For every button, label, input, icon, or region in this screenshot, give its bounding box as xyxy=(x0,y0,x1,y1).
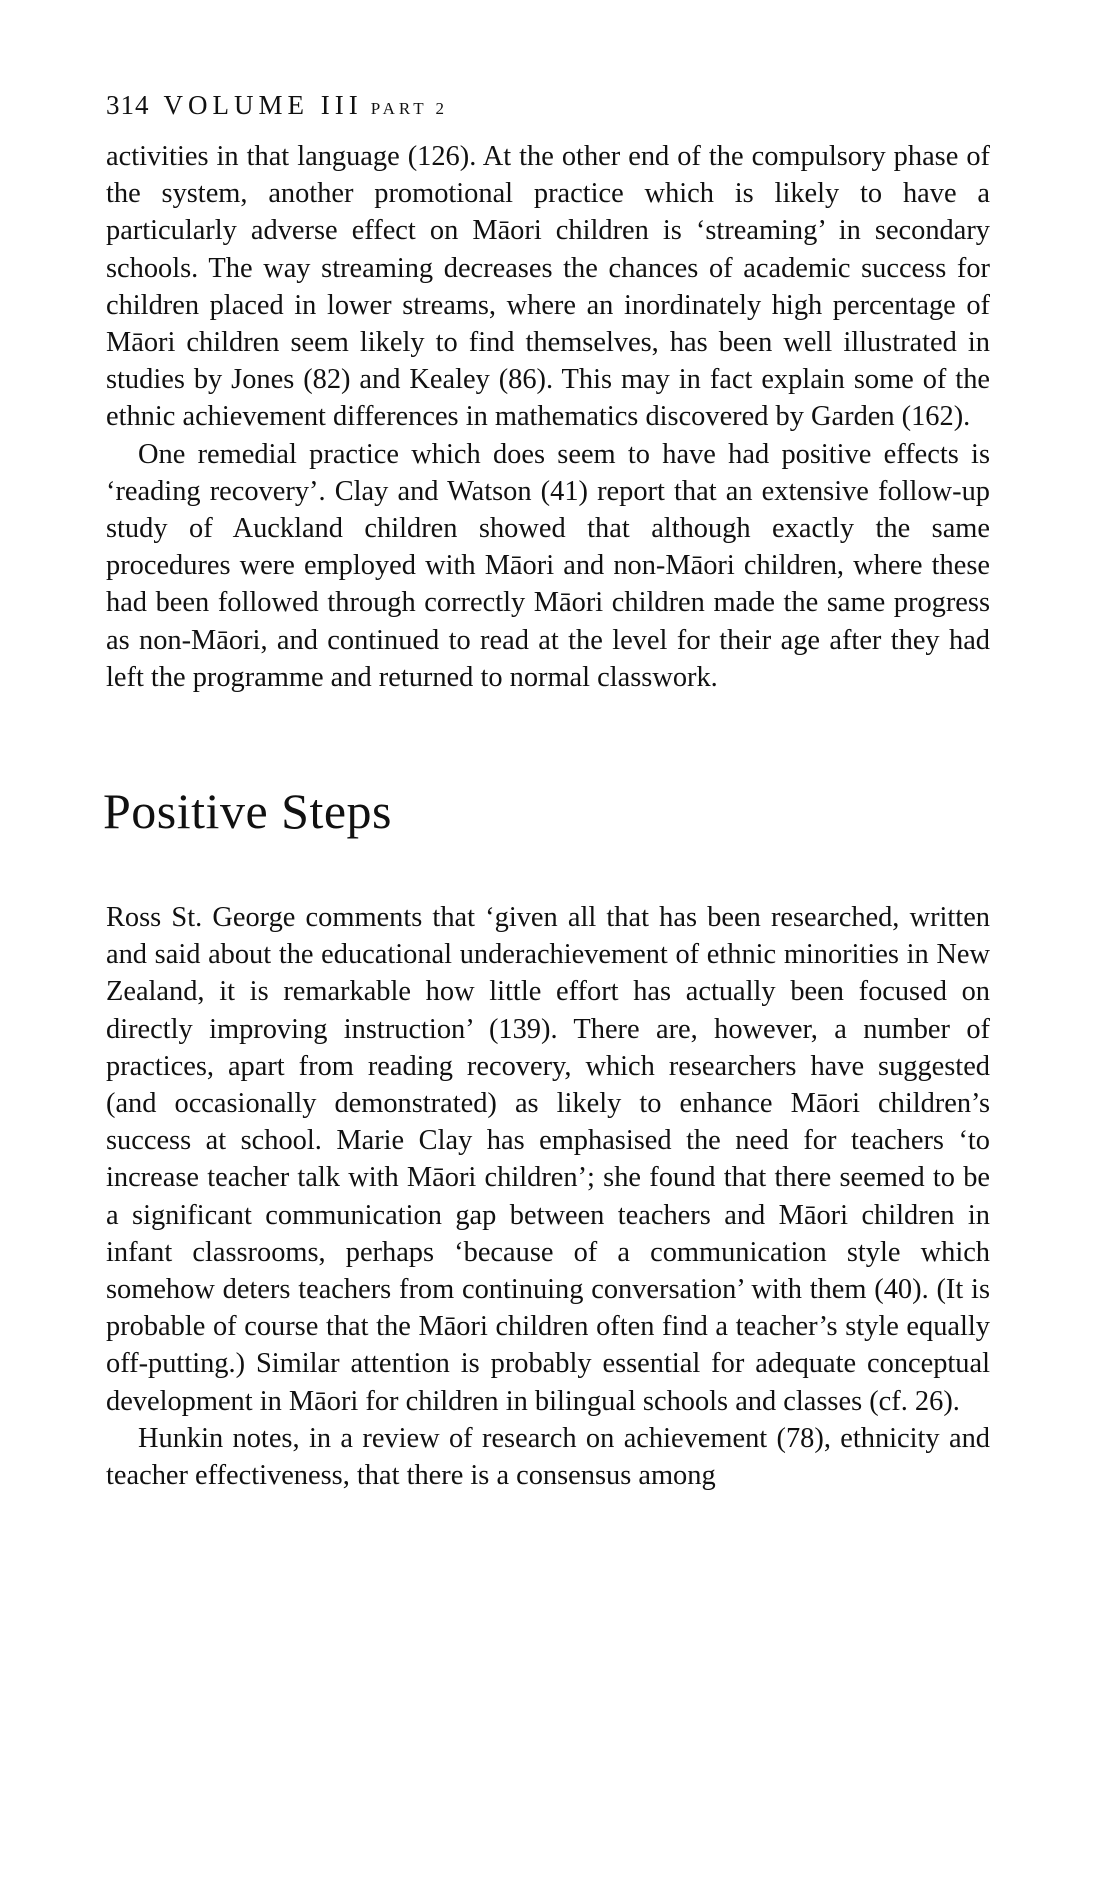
body-paragraph-continued: activities in that language (126). At the other end of the compulsory phase of the system, another promotional practice which is likely to have a particularly adverse effect on Māori children is ‘streaming’ in secondary schools. The way streaming decreases the chances of academic success for children placed in lower streams, where an inordinately high percentage of Māori children seem likely to find themselves, has been well illustrated in studies by Jones (82) and Kealey (86). This may in fact explain some of the ethnic achievement differences in mathematics discovered by Garden (162). xyxy=(106,141,990,433)
book-page xyxy=(103,88,990,1494)
section-heading: Positive Steps xyxy=(103,783,392,840)
body-paragraph-reading-recovery: One remedial practice which does seem to have had positive effects is ‘reading recovery’. Clay and Watson (41) report that an extensive follow-up study of Auckland children showed that although exactly the same procedures were employed with Māori and non-Māori children, where these had been followed through correctly Māori children made the same progress as non-Māori, and continued to read at the level for their age after they had left the programme and returned to normal classwork. xyxy=(106,438,990,693)
running-head xyxy=(106,88,990,126)
body-paragraph-st-george: Ross St. George comments that ‘given all that has been researched, written and said about the educational underachievement of ethnic minorities in New Zealand, it is remarkable how little effort has actually been focused on directly improving instruction’ (139). There are, however, a number of practices, apart from reading recovery, which researchers have suggested (and occasionally demonstrated) as likely to enhance Māori children’s success at school. Marie Clay has emphasised the need for teachers ‘to increase teacher talk with Māori children’; she found that there seemed to be a significant communication gap between teachers and Māori children in infant classrooms, perhaps ‘because of a communication style which somehow deters teachers from continuing conversation’ with them (40). (It is probable of course that the Māori children often find a teacher’s style equally off-putting.) Similar attention is probably essential for adequate conceptual development in Māori for children in bilingual schools and classes (cf. 26). xyxy=(106,902,990,1417)
part-label: PART 2 xyxy=(370,99,449,118)
volume-label: VOLUME III xyxy=(163,90,363,120)
body-paragraph-hunkin: Hunkin notes, in a review of research on achievement (78), ethnicity and teacher effectiveness, that there is a consensus among xyxy=(106,1422,990,1492)
page-number: 314 xyxy=(106,90,150,120)
